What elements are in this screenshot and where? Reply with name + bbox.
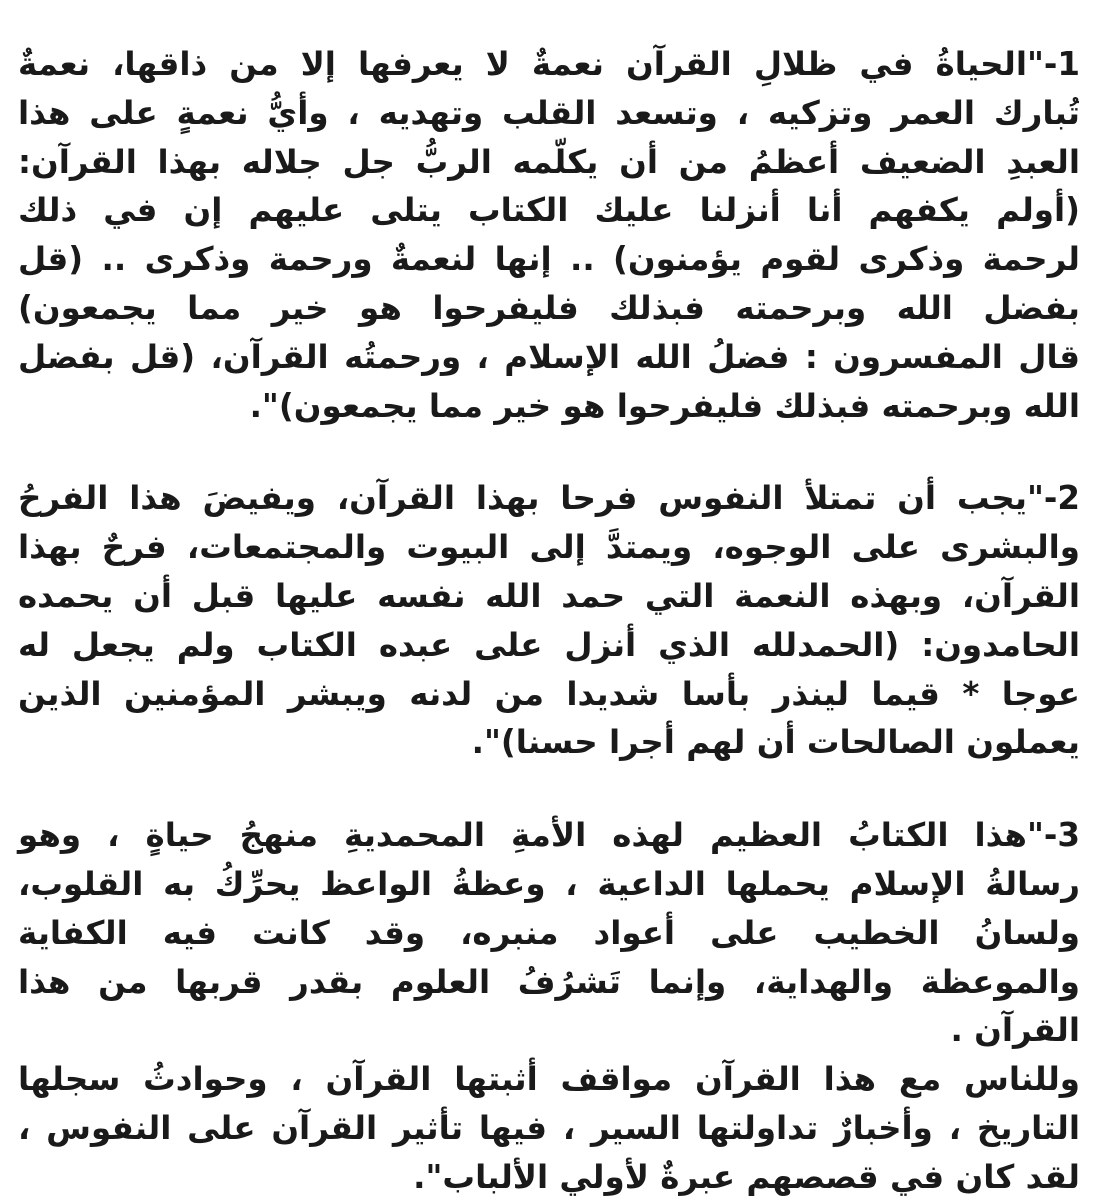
text-line: القرآن، وبهذه النعمة التي حمد الله نفسه عليها قبل أن يحمده: [18, 576, 1080, 615]
text-line: العبدِ الضعيف أعظمُ من أن يكلّمه الربُّ جل جلاله بهذا القرآن:: [18, 142, 1080, 181]
text-line: رسالةُ الإسلام يحملها الداعية ، وعظةُ الواعظ يحرِّكُ به القلوب،: [18, 864, 1080, 903]
text-line: والبشرى على الوجوه، ويمتدَّ إلى البيوت والمجتمعات، فرحٌ بهذا: [18, 528, 1080, 567]
text-line: لرحمة وذكرى لقوم يؤمنون) .. إنها لنعمةٌ ورحمة وذكرى .. (قل: [18, 240, 1080, 279]
text-line: قال المفسرون : فضلُ الله الإسلام ، ورحمتُه القرآن، (قل بفضل: [18, 337, 1080, 376]
text-line: الحامدون: (الحمدلله الذي أنزل على عبده الكتاب ولم يجعل له: [18, 625, 1080, 664]
text-line: والموعظة والهداية، وإنما تَشرُفُ العلوم بقدر قربها من هذا: [18, 962, 1080, 1001]
text-line: وللناس مع هذا القرآن مواقف أثبتها القرآن ، وحوادثُ سجلها: [18, 1060, 1080, 1099]
text-line: 3-"هذا الكتابُ العظيم لهذه الأمةِ المحمديةِ منهجُ حياةٍ ، وهو: [18, 816, 1080, 855]
text-line: 1-"الحياةُ في ظلالِ القرآن نعمةٌ لا يعرفها إلا من ذاقها، نعمةٌ: [18, 45, 1080, 83]
text-line: تُبارك العمر وتزكيه ، وتسعد القلب وتهديه ، وأيُّ نعمةٍ على هذا: [18, 93, 1080, 132]
text-line: ولسانُ الخطيب على أعواد منبره، وقد كانت فيه الكفاية: [18, 913, 1080, 952]
text-line: يعملون الصالحات أن لهم أجرا حسنا)".: [471, 723, 1080, 762]
text-line: الله وبرحمته فبذلك فليفرحوا هو خير مما يجمعون)".: [249, 386, 1080, 425]
paragraph-1: [18, 40, 1080, 430]
text-line: التاريخ ، وأخبارٌ تداولتها السير ، فيها تأثير القرآن على النفوس ،: [18, 1108, 1080, 1147]
text-line: القرآن .: [950, 1011, 1080, 1050]
text-line: لقد كان في قصصهم عبرةٌ لأولي الألباب".: [413, 1157, 1080, 1196]
paragraph-3: [18, 811, 1080, 1201]
text-line: عوجا * قيما لينذر بأسا شديدا من لدنه ويبشر المؤمنين الذين: [18, 674, 1080, 713]
text-line: بفضل الله وبرحمته فبذلك فليفرحوا هو خير مما يجمعون): [18, 288, 1080, 327]
paragraph-2: [18, 474, 1080, 767]
text-line: 2-"يجب أن تمتلأ النفوس فرحا بهذا القرآن، ويفيضَ هذا الفرحُ: [18, 479, 1080, 518]
text-line: (أولم يكفهم أنا أنزلنا عليك الكتاب يتلى عليهم إن في ذلك: [18, 191, 1080, 230]
